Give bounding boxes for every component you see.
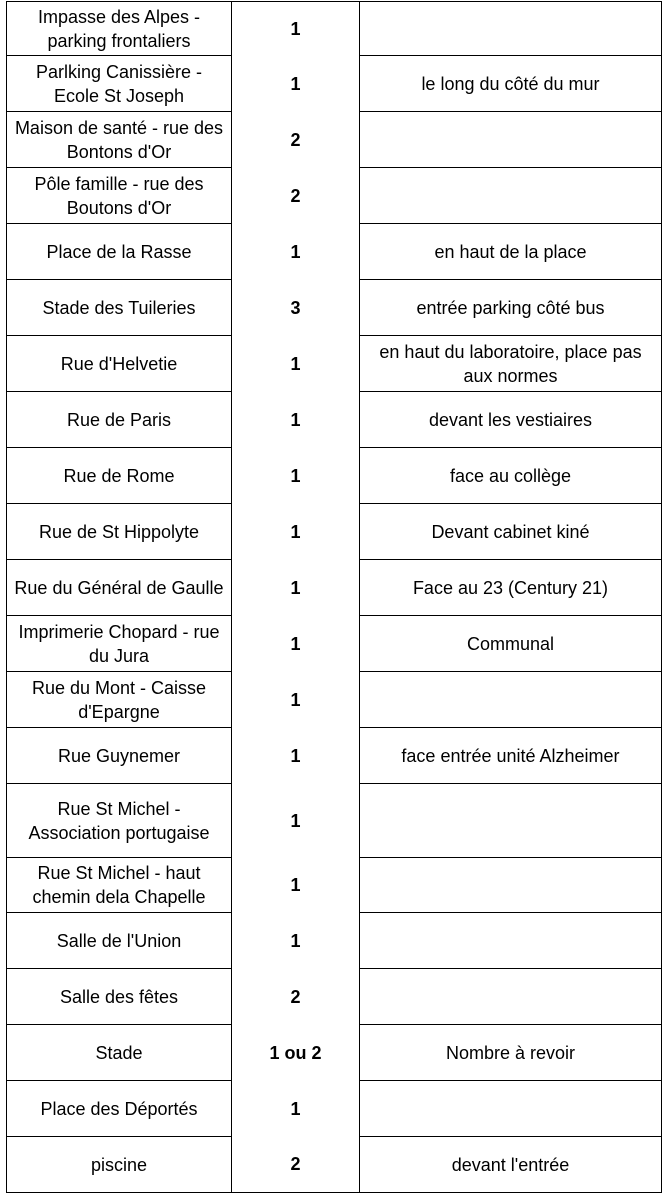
note-cell: face au collège [360,448,662,504]
location-cell: Stade [7,1025,232,1081]
table-row [7,336,662,392]
count-cell: 1 [290,409,301,430]
table-row [7,56,662,112]
location-cell: Salle de l'Union [7,913,232,969]
location-cell: Place de la Rasse [7,224,232,280]
note-cell [360,112,662,168]
note-cell: entrée parking côté bus [360,280,662,336]
count-cell: 1 [290,1098,301,1119]
location-cell: Rue de Rome [7,448,232,504]
count-cell: 2 [232,1137,360,1193]
location-cell: Rue Guynemer [7,728,232,784]
note-cell: en haut du laboratoire, place pas aux normes [360,336,662,392]
note-cell [360,1081,662,1137]
count-cell: 1 [290,745,301,766]
location-cell: piscine [7,1137,232,1193]
count-cell: 1 [290,353,301,374]
note-cell [360,969,662,1025]
note-cell [360,168,662,224]
count-cell: 2 [290,986,301,1007]
table-row [7,1137,662,1193]
table-row [7,672,662,728]
table-row [7,1081,662,1137]
note-cell [360,672,662,728]
location-cell: Salle des fêtes [7,969,232,1025]
table-row [7,112,662,168]
location-cell: Pôle famille - rue des Boutons d'Or [7,168,232,224]
table-row [7,224,662,280]
table-row [7,858,662,913]
location-cell: Rue St Michel - Association portugaise [7,784,232,858]
table-row [7,728,662,784]
count-cell: 2 [290,185,301,206]
location-cell: Rue de Paris [7,392,232,448]
count-cell: 1 [290,241,301,262]
note-cell: Communal [360,616,662,672]
note-cell: Face au 23 (Century 21) [360,560,662,616]
note-cell: Devant cabinet kiné [360,504,662,560]
note-cell: Nombre à revoir [360,1025,662,1081]
location-cell: Parlking Canissière - Ecole St Joseph [7,56,232,112]
table-row [7,2,662,56]
location-cell: Rue d'Helvetie [7,336,232,392]
parking-table [6,1,662,1193]
location-cell: Stade des Tuileries [7,280,232,336]
count-cell: 3 [290,297,301,318]
table-row [7,392,662,448]
count-cell: 1 [290,465,301,486]
count-cell: 1 [290,930,301,951]
count-cell: 1 ou 2 [269,1042,322,1063]
count-cell: 1 [290,810,301,831]
location-cell: Place des Déportés [7,1081,232,1137]
table-row [7,448,662,504]
count-cell: 1 [232,2,360,56]
location-cell: Rue St Michel - haut chemin dela Chapelle [7,858,232,913]
table-row [7,560,662,616]
note-cell: face entrée unité Alzheimer [360,728,662,784]
count-cell: 2 [290,129,301,150]
table-row [7,504,662,560]
count-cell: 1 [290,521,301,542]
location-cell: Rue du Mont - Caisse d'Epargne [7,672,232,728]
count-cell: 1 [290,875,301,895]
note-cell [360,784,662,858]
location-cell: Impasse des Alpes - parking frontaliers [7,2,232,56]
table-row [7,616,662,672]
location-cell: Rue de St Hippolyte [7,504,232,560]
count-cell: 1 [290,689,301,710]
count-cell: 1 [290,633,301,654]
note-cell: le long du côté du mur [360,56,662,112]
note-cell: en haut de la place [360,224,662,280]
table-row [7,280,662,336]
count-cell: 1 [290,577,301,598]
location-cell: Imprimerie Chopard - rue du Jura [7,616,232,672]
table-row [7,969,662,1025]
location-cell: Rue du Général de Gaulle [7,560,232,616]
note-cell [360,858,662,913]
table-row [7,913,662,969]
count-cell: 1 [290,73,301,94]
note-cell: devant l'entrée [360,1137,662,1193]
location-cell: Maison de santé - rue des Bontons d'Or [7,112,232,168]
note-cell [360,2,662,56]
note-cell: devant les vestiaires [360,392,662,448]
note-cell [360,913,662,969]
table-row [7,1025,662,1081]
table-row [7,168,662,224]
table-row [7,784,662,858]
